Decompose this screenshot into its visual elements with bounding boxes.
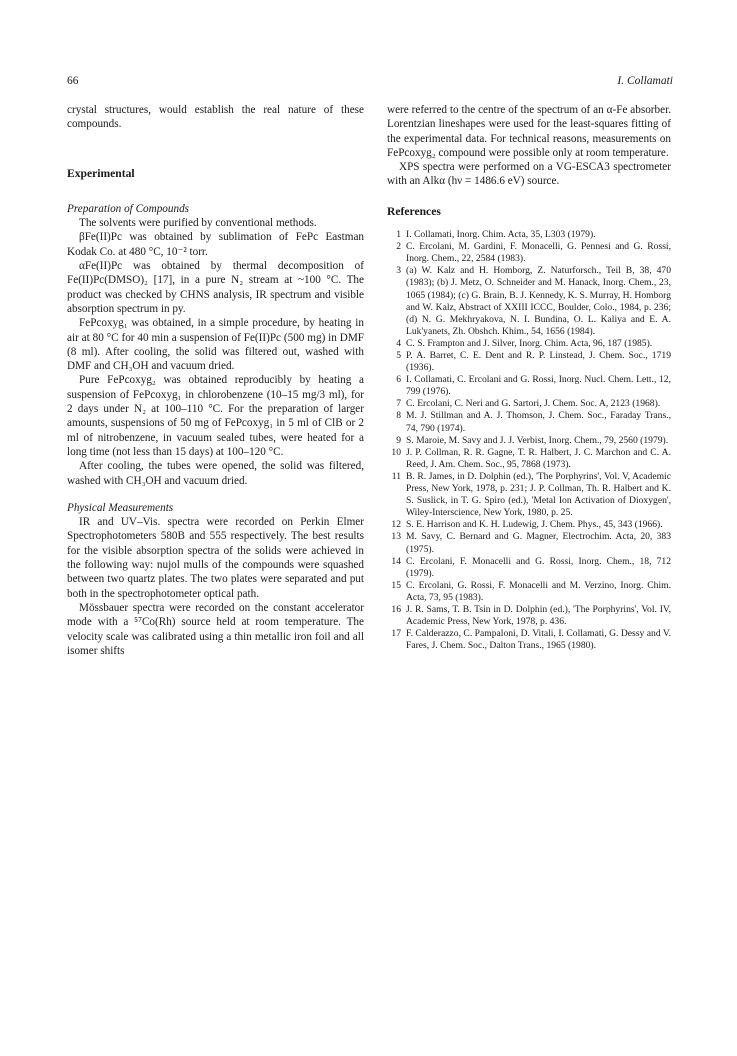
- reference-text: P. A. Barret, C. E. Dent and R. P. Linstead, J. Chem. Soc., 1719 (1936).: [406, 350, 671, 374]
- continued-paragraph: were referred to the centre of the spectrum of an α-Fe absorber. Lorentzian lineshapes were used for the least-squares fitting of the experimental data. For technical reasons, measurements on FePcoxyg₂ compound were possible only at room temperature.: [387, 104, 671, 159]
- reference-item: [387, 374, 671, 398]
- reference-number: 8: [396, 410, 401, 422]
- reference-item: [387, 556, 671, 580]
- reference-number: 3: [396, 265, 401, 277]
- experimental-heading: Experimental: [67, 166, 135, 180]
- reference-text: J. R. Sams, T. B. Tsin in D. Dolphin (ed.), 'The Porphyrins', Vol. IV, Academic Press, New York, 1978, p. 436.: [406, 603, 671, 628]
- reference-text: J. P. Collman, R. R. Gagne, T. R. Halbert, J. C. Marchon and C. A. Reed, J. Am. Chem. Soc., 95, 7868 (1973).: [406, 446, 671, 470]
- reference-item: [387, 398, 671, 410]
- reference-number: 2: [396, 241, 401, 253]
- prep-paragraph-oxyg2: Pure FePcoxyg₂ was obtained reproducibly by heating a suspension of FePcoxyg₁ in chlorobenzene (10–15 mg/3 ml), for 2 days under N₂ at 100–110 °C. For the preparation of larger amounts, suspensions of 50 mg of FePcoxyg₁ in 5 ml of ClB or 2 ml of nitrobenzene, in vacuum sealed tubes, were heated for a long time (not less than 15 days) at 100–120 °C.: [67, 374, 364, 458]
- reference-number: 16: [391, 603, 401, 615]
- reference-text: C. S. Frampton and J. Silver, Inorg. Chim. Acta, 96, 187 (1985).: [406, 337, 653, 349]
- reference-text: S. E. Harrison and K. H. Ludewig, J. Chem. Phys., 45, 343 (1966).: [406, 519, 663, 531]
- reference-item: [387, 628, 671, 652]
- left-column: [67, 103, 364, 658]
- reference-number: 9: [396, 434, 401, 446]
- reference-number: 17: [391, 628, 401, 640]
- reference-item: [387, 471, 671, 519]
- reference-text: C. Ercolani, G. Rossi, F. Monacelli and M. Verzino, Inorg. Chim. Acta, 73, 95 (1983).: [406, 579, 671, 603]
- reference-item: [387, 241, 671, 265]
- reference-text: I. Collamati, Inorg. Chim. Acta, 35, L303 (1979).: [406, 229, 596, 241]
- phys-paragraph-mossbauer: Mössbauer spectra were recorded on the constant accelerator mode with a ⁵⁷Co(Rh) source held at room temperature. The velocity scale was calibrated using a thin metallic iron foil and all isomer shifts: [67, 601, 364, 657]
- reference-item: [387, 338, 671, 350]
- reference-number: 4: [396, 337, 401, 349]
- reference-number: 12: [391, 519, 401, 531]
- xps-paragraph: XPS spectra were performed on a VG-ESCA3 spectrometer with an Alkα (hν = 1486.6 eV) source.: [387, 161, 671, 188]
- physical-measurements-heading: Physical Measurements: [67, 501, 174, 514]
- reference-number: 5: [396, 350, 401, 362]
- reference-text: C. Ercolani, C. Neri and G. Sartori, J. Chem. Soc. A, 2123 (1968).: [406, 398, 661, 410]
- preparation-heading: Preparation of Compounds: [67, 202, 190, 215]
- reference-text: M. Savy, C. Bernard and G. Magner, Electrochim. Acta, 20, 383 (1975).: [406, 531, 671, 555]
- reference-item: [387, 531, 671, 555]
- reference-item: [387, 350, 671, 374]
- reference-number: 13: [391, 531, 401, 543]
- reference-text: M. J. Stillman and A. J. Thomson, J. Chem. Soc., Faraday Trans., 74, 790 (1974).: [406, 410, 671, 434]
- reference-number: 7: [396, 398, 401, 410]
- reference-text: C. Ercolani, M. Gardini, F. Monacelli, G. Pennesi and G. Rossi, Inorg. Chem., 22, 2584 (1983).: [406, 241, 671, 265]
- prep-paragraph-solvents: The solvents were purified by conventional methods.: [79, 217, 317, 230]
- reference-item: [387, 265, 671, 338]
- reference-number: 10: [391, 446, 401, 458]
- reference-item: [387, 580, 671, 604]
- running-head: I. Collamati: [617, 75, 673, 87]
- reference-item: [387, 447, 671, 471]
- reference-number: 1: [396, 229, 401, 241]
- reference-item: [387, 604, 671, 628]
- reference-number: 15: [391, 579, 401, 591]
- reference-number: 6: [396, 374, 401, 386]
- reference-number: 14: [391, 555, 401, 567]
- prep-paragraph-oxyg1: FePcoxyg₁ was obtained, in a simple procedure, by heating in air at 80 °C for 40 min a suspension of Fe(II)Pc (500 mg) in DMF (8 ml). After cooling, the solid was filtered out, washed with DMF and CH₃OH and vacuum dried.: [67, 317, 364, 373]
- prep-paragraph-beta: βFe(II)Pc was obtained by sublimation of FePc Eastman Kodak Co. at 480 °C, 10⁻² torr.: [67, 231, 364, 258]
- reference-text: C. Ercolani, F. Monacelli and G. Rossi, Inorg. Chem., 18, 712 (1979).: [406, 555, 671, 579]
- references-heading: References: [387, 204, 441, 218]
- reference-text: S. Maroie, M. Savy and J. J. Verbist, Inorg. Chem., 79, 2560 (1979).: [406, 434, 669, 446]
- reference-text: B. R. James, in D. Dolphin (ed.), 'The Porphyrins', Vol. V, Academic Press, New York, 1978, p. 231; J. P. Collman, Th. R. Halbert and K. S. Suslick, in T. G. Spiro (ed.), 'Metal Ion Activation of Dioxygen', Wiley-Interscience, New York, 1980, p. 25.: [406, 470, 671, 519]
- reference-item: [387, 410, 671, 434]
- prep-paragraph-alpha: αFe(II)Pc was obtained by thermal decomposition of Fe(II)Pc(DMSO)₂ [17], in a pure N₂ stream at ~100 °C. The product was checked by CHNS analysis, IR spectrum and visible absorption spectrum in py.: [67, 260, 364, 315]
- reference-text: I. Collamati, C. Ercolani and G. Rossi, Inorg. Nucl. Chem. Lett., 12, 799 (1976).: [406, 374, 671, 398]
- references-list: [387, 229, 671, 652]
- right-column: [387, 103, 671, 652]
- prep-paragraph-cooling: After cooling, the tubes were opened, the solid was filtered, washed with CH₃OH and vacuum dried.: [67, 460, 364, 487]
- intro-paragraph-tail: crystal structures, would establish the real nature of these compounds.: [67, 104, 364, 131]
- reference-number: 11: [391, 470, 401, 482]
- reference-item: [387, 519, 671, 531]
- reference-text: F. Calderazzo, C. Pampaloni, D. Vitali, I. Collamati, G. Dessy and V. Fares, J. Chem. Soc., Dalton Trans., 1965 (1980).: [406, 628, 671, 652]
- reference-item: [387, 229, 671, 241]
- reference-item: [387, 435, 671, 447]
- phys-paragraph-spectra: IR and UV–Vis. spectra were recorded on Perkin Elmer Spectrophotometers 580B and 555 respectively. The best results for the visible absorption spectra of the solids were achieved in the following way: nujol mulls of the compounds were squashed between two quartz plates. The two plates were separated and put both in the spectrophotometer optical path.: [67, 516, 364, 600]
- reference-text: (a) W. Kalz and H. Homborg, Z. Naturforsch., Teil B, 38, 470 (1983); (b) J. Metz, O. Schneider and M. Hanack, Inorg. Chem., 23, 1065 (1984); (c) G. Brain, B. J. Kennedy, K. S. Murray, H. Homborg and W. Kalz, Abstract of XXIII ICCC, Boulder, Colo., 1984, p. 236; (d) N. G. Mekhryakova, N. I. Bundina, O. L. Kaliya and E. A. Luk'yanets, Zh. Obshch. Khim., 54, 1656 (1984).: [406, 265, 671, 337]
- page-number: 66: [67, 75, 79, 87]
